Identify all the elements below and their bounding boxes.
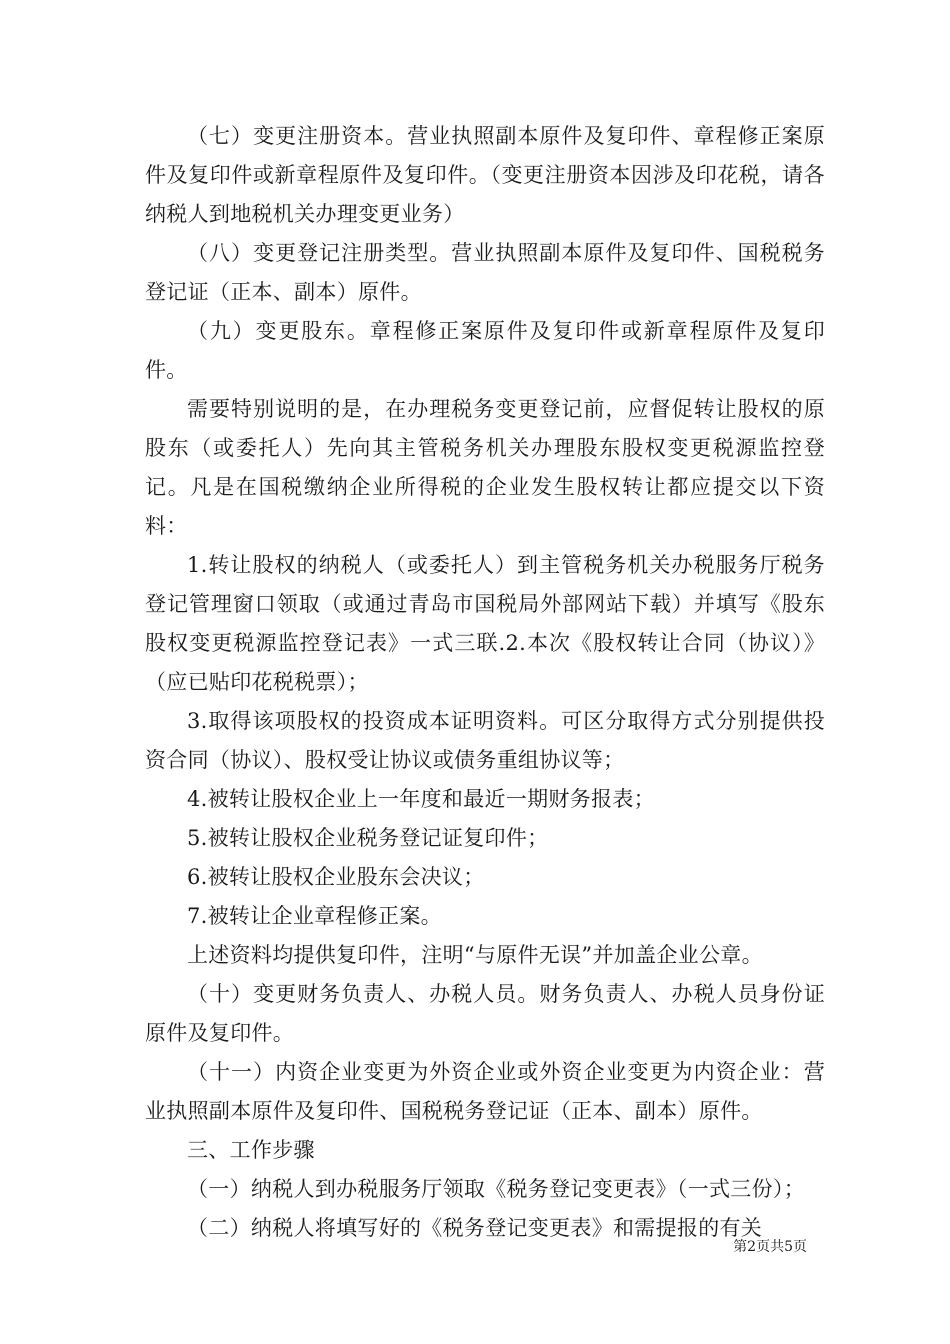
list-item: 4.被转让股权企业上一年度和最近一期财务报表； [187,787,655,811]
paragraph-registration-type: （八）变更登记注册类型。营业执照副本原件及复印件、国税税务登记证（正本、副本）原件。 [145,241,825,304]
paragraph-enterprise-type: （十一）内资企业变更为外资企业或外资企业变更为内资企业：营业执照副本原件及复印件、国税税务登记证（正本、副本）原件。 [145,1060,825,1123]
page-number: 第2页共5页 [733,1239,807,1255]
list-item: 1.转让股权的纳税人（或委托人）到主管税务机关办税服务厅税务登记管理窗口领取（或通过青岛市国税局外部网站下载）并填写《股东股权变更税源监控登记表》一式三联.2.本次《股权转让合同（协议）》（应已贴印花税税票）； [145,553,825,694]
paragraph-copies-note: 上述资料均提供复印件，注明“与原件无误”并加盖企业公章。 [187,943,763,967]
list-item: 6.被转让股权企业股东会决议； [187,865,485,889]
paragraph-registered-capital: （七）变更注册资本。营业执照副本原件及复印件、章程修正案原件及复印件或新章程原件及复印件。（变更注册资本因涉及印花税，请各纳税人到地税机关办理变更业务） [145,124,825,226]
paragraph-shareholder-change: （九）变更股东。章程修正案原件及复印件或新章程原件及复印件。 [145,319,825,382]
list-item: 7.被转让企业章程修正案。 [187,904,442,928]
section-heading-work-steps: 三、工作步骤 [187,1138,315,1162]
paragraph-step-two: （二）纳税人将填写好的《税务登记变更表》和需提报的有关 [187,1216,763,1240]
paragraph-finance-officer: （十）变更财务负责人、办税人员。财务负责人、办税人员身份证原件及复印件。 [145,982,825,1045]
list-item: 3.取得该项股权的投资成本证明资料。可区分取得方式分别提供投资合同（协议）、股权受让协议或债务重组协议等； [145,709,825,772]
list-item: 5.被转让股权企业税务登记证复印件； [187,826,549,850]
document-body [145,117,825,1248]
paragraph-special-note: 需要特别说明的是，在办理税务变更登记前，应督促转让股权的原股东（或委托人）先向其主管税务机关办理股东股权变更税源监控登记。凡是在国税缴纳企业所得税的企业发生股权转让都应提交以下资料： [145,397,825,538]
paragraph-step-one: （一）纳税人到办税服务厅领取《税务登记变更表》（一式三份）； [187,1177,805,1201]
